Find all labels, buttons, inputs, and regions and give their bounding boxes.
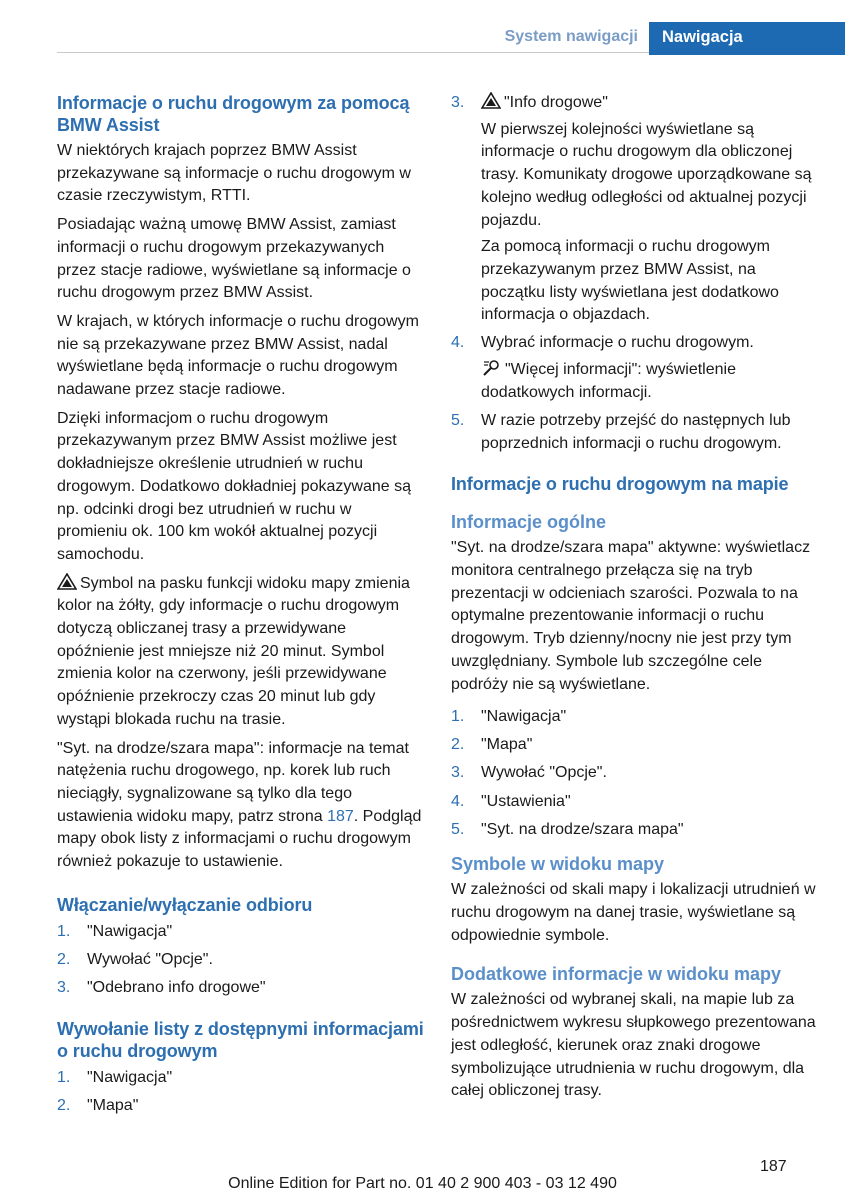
list-item: [57, 949, 425, 972]
warning-triangle-icon: [57, 573, 77, 590]
heading-general-info: Informacje ogólne: [451, 512, 607, 533]
list-item: [451, 762, 820, 785]
list-item: [451, 410, 820, 455]
chapter-tab: Nawigacja: [649, 22, 845, 55]
paragraph-accuracy: Dzięki informacjom o ruchu drogowym przekazywanym przez BMW Assist możliwe jest dokładniejsze określenie utrudnień w ruchu drogowym. Dodatkowo dokładniej pokazywane są np. odcinki drogi bez utrudnień w ruchu w promieniu ok. 100 km wokół aktualnej pozycji samochodu.: [57, 409, 411, 563]
step-paragraph: Za pomocą informacji o ruchu drogowym przekazywanym przez BMW Assist, na początku listy wyświetlana jest dodatkowo informacja o objazdach.: [481, 238, 779, 324]
heading-bmw-assist: Informacje o ruchu drogowym za pomocą BMW Assist: [57, 93, 410, 135]
step-label: [481, 92, 820, 115]
traffic-info-steps: [451, 92, 820, 455]
list-item: [57, 921, 425, 944]
gray-map-text-b: . Podgląd mapy obok listy z informacjami o ruchu drogowym również pokazuje to ustawienie.: [57, 807, 422, 871]
step-sub-paragraph: [481, 359, 820, 404]
step-number: 1.: [57, 1068, 71, 1086]
list-item: [451, 332, 820, 404]
list-item: [451, 706, 820, 729]
step-number: 2.: [57, 950, 71, 968]
page-number: 187: [760, 1158, 787, 1175]
heading-traffic-list: Wywołanie listy z dostępnymi informacjami o ruchu drogowym: [57, 1018, 424, 1061]
step-text: "Mapa": [481, 736, 533, 754]
list-item: [451, 734, 820, 757]
paragraph-symbol-color: [57, 573, 425, 732]
step-text: Wywołać "Opcje".: [481, 764, 607, 782]
warning-triangle-icon: [481, 92, 501, 109]
step-number: 3.: [57, 978, 71, 996]
step-number: 2.: [57, 1096, 71, 1114]
footer-edition: Online Edition for Part no. 01 40 2 900 403 - 03 12 490: [228, 1175, 617, 1192]
gray-map-steps: [451, 706, 820, 841]
step-text: "Odebrano info drogowe": [87, 978, 266, 996]
symbol-color-text: Symbol na pasku funkcji widoku mapy zmienia kolor na żółty, gdy informacje o ruchu drogowym dotyczą obliczanej trasy a przewidywane opóźnienie jest mniejsze niż 20 minut. Symbol zmienia kolor na czerwony, jeśli przewidywane opóźnienie przekroczy czas 20 minut lub gdy wystąpi blokada ruchu na trasie.: [57, 574, 410, 728]
toggle-steps-list: [57, 921, 425, 1000]
step-number: 1.: [57, 922, 71, 940]
heading-map-symbols: Symbole w widoku mapy: [451, 854, 665, 875]
step-text: "Nawigacja": [481, 708, 567, 726]
step-text: Wybrać informacje o ruchu drogowym.: [481, 334, 754, 352]
heading-toggle-reception: Włączanie/wyłączanie odbioru: [57, 894, 313, 915]
step-number: 1.: [451, 708, 465, 726]
heading-traffic-on-map: Informacje o ruchu drogowym na mapie: [451, 474, 789, 495]
step-text: Wywołać "Opcje".: [87, 950, 213, 968]
list-item: [57, 1067, 425, 1090]
step-paragraph: W pierwszej kolejności wyświetlane są informacje o ruchu drogowym dla obliczonej trasy. Komunikaty drogowe uporządkowane są kolejno według odległości od aktualnej pozycji pojazdu.: [481, 120, 812, 229]
header-rule: [57, 52, 649, 53]
list-item: [451, 92, 820, 327]
list-item: [57, 977, 425, 1000]
gray-map-text-a: "Syt. na drodze/szara mapa": informacje na temat natężenia ruchu drogowego, np. korek lub ruch nieciągły, sygnalizowane są tylko dla tego ustawienia widoku mapy, patrz strona: [57, 739, 409, 825]
step-number: 3.: [451, 764, 465, 782]
list-item: [451, 791, 820, 814]
step-number: 4.: [451, 334, 465, 352]
paragraph-symbols: W zależności od skali mapy i lokalizacji utrudnień w ruchu drogowym na danej trasie, wyświetlane są odpowiednie symbole.: [451, 881, 816, 944]
paragraph-rtti: W niektórych krajach poprzez BMW Assist przekazywane są informacje o ruchu drogowym w czasie rzeczywistym, RTTI.: [57, 142, 411, 205]
more-info-tool-icon: [481, 359, 501, 376]
paragraph-general: "Syt. na drodze/szara mapa" aktywne: wyświetlacz monitora centralnego przełącza się na tryb prezentacji w odcieniach szarości. Pozwala to na optymalne prezentowanie informacji o ruchu drogowym. Tryb dzienny/nocny nie jest przy tym uwzględniany. Symbole lub szczególne cele podróży nie są wyświetlane.: [451, 539, 811, 693]
paragraph-contract: Posiadając ważną umowę BMW Assist, zamiast informacji o ruchu drogowym przekazywanych przez stacje radiowe, wyświetlane są informacje o ruchu drogowym przez BMW Assist.: [57, 216, 411, 302]
list-item: [57, 1095, 425, 1118]
left-column: [57, 92, 425, 1123]
step-number: 3.: [451, 94, 465, 111]
step-text: "Mapa": [87, 1096, 139, 1114]
step-number: 4.: [451, 792, 465, 810]
list-item: [451, 819, 820, 842]
step-number: 5.: [451, 820, 465, 838]
right-column: [451, 92, 820, 1103]
heading-extra-map-info: Dodatkowe informacje w widoku mapy: [451, 964, 782, 985]
step-label-text: "Info drogowe": [504, 94, 608, 111]
list-steps-list: [57, 1067, 425, 1118]
step-text: "Syt. na drodze/szara mapa": [481, 820, 684, 838]
step-text: W razie potrzeby przejść do następnych lub poprzednich informacji o ruchu drogowym.: [481, 411, 791, 452]
step-text: "Ustawienia": [481, 792, 571, 810]
step-number: 5.: [451, 411, 465, 429]
paragraph-gray-map: [57, 738, 425, 874]
step-text: "Nawigacja": [87, 922, 173, 940]
step-number: 2.: [451, 736, 465, 754]
paragraph-extra: W zależności od wybranej skali, na mapie lub za pośrednictwem wykresu słupkowego prezentowana jest odległość, kierunek oraz znaki drogowe symbolizujące utrudnienia w ruchu drogowym, dla całej obliczonej trasy.: [451, 991, 816, 1100]
section-title: System nawigacji: [504, 28, 638, 45]
page-reference-link[interactable]: 187: [327, 807, 354, 825]
paragraph-countries: W krajach, w których informacje o ruchu drogowym nie są przekazywane przez BMW Assist, nadal wyświetlane będą informacje o ruchu drogowym nadawane przez stacje radiowe.: [57, 312, 419, 399]
step-text: "Nawigacja": [87, 1068, 173, 1086]
step-sub-text: "Więcej informacji": wyświetlenie dodatkowych informacji.: [481, 361, 736, 401]
